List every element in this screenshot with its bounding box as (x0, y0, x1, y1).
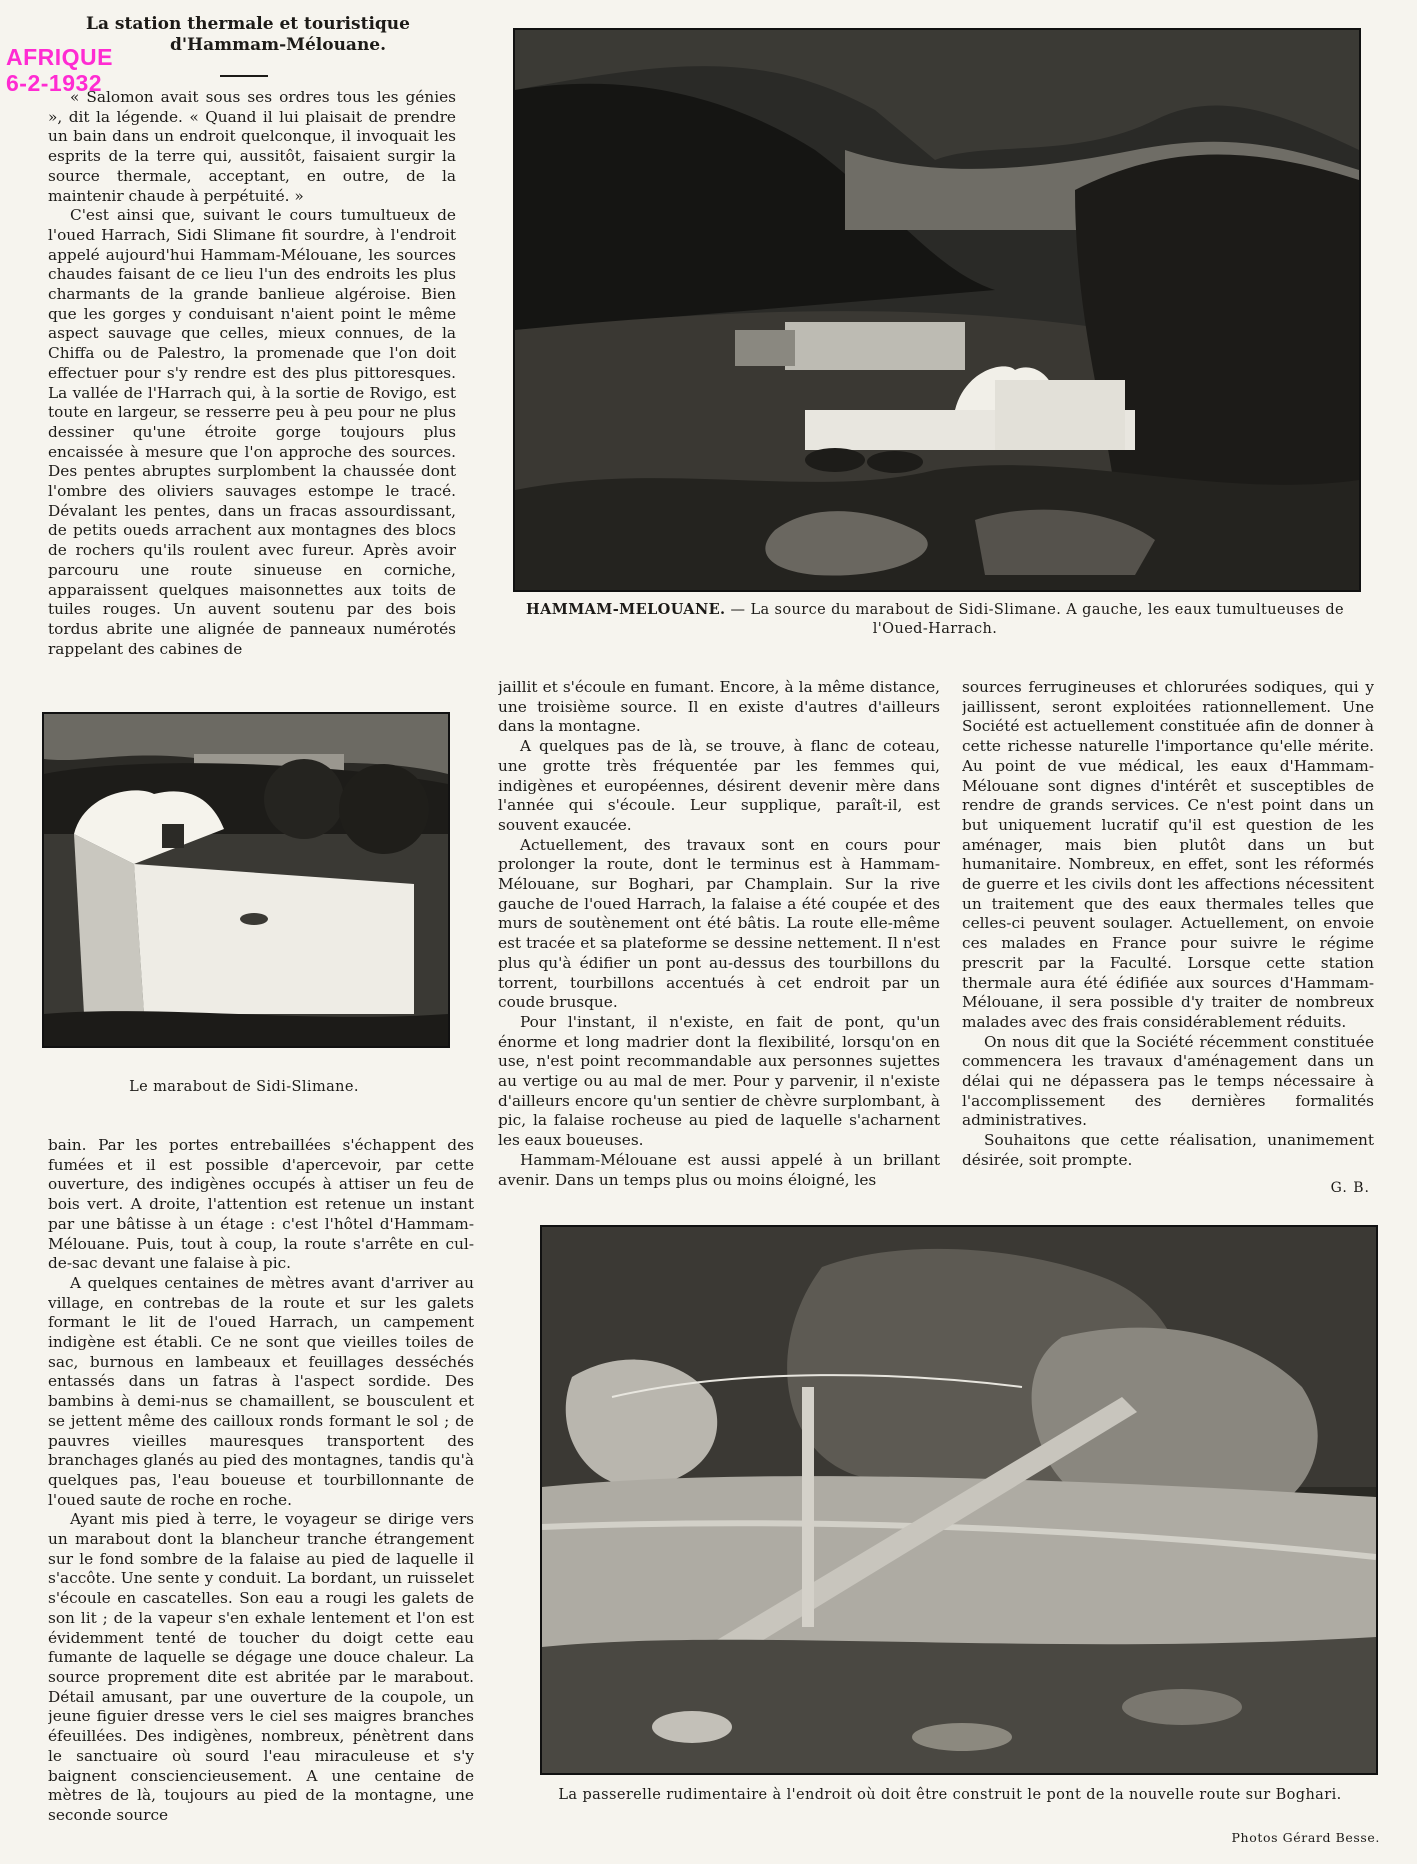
stamp-date: 6-2-1932 (6, 70, 103, 96)
headline-line-1: La station thermale et touristique (86, 14, 410, 34)
stamp-journal: AFRIQUE (6, 44, 113, 70)
paragraph-grotte: A quelques pas de là, se trouve, à flanc de coteau, une grotte très fréquentée par les femmes qui, indigènes et européennes, désirent devenir mère dans l'année qui s'écoule. Leur supplique, paraît-il, est souvent exaucée. (498, 737, 940, 834)
column-1-top (48, 88, 456, 680)
caption-bottom-text: La passerelle rudimentaire à l'endroit où doit être construit le pont de la nouvelle route sur Boghari. (558, 1787, 1342, 1803)
paragraph-campement: A quelques centaines de mètres avant d'arriver au village, en contrebas de la route et sur les galets formant le lit de l'oued Harrach, un campement indigène est établi. Ce ne sont que vieilles toiles de sac, burnous en lambeaux et feuillages desséchés entassés dans un fatras à l'aspect sordide. Des bambins à demi-nus se chamaillent, se bousculent et se jettent même des cailloux ronds formant le sol ; de pauvres vieilles mauresques transportent des branchages glanés au pied des montagnes, tandis qu'à quelques pas, l'eau boueuse et tourbillonnante de l'oued saute de roche en roche. (48, 1273, 474, 1509)
paragraph-pont: Pour l'instant, il n'existe, en fait de pont, qu'un énorme et long madrier dont la flexibilité, lorsqu'on en use, n'est point recommandable aux personnes sujettes au vertige ou au mal de mer. Pour y parvenir, il n'existe d'ailleurs encore qu'un sentier de chèvre surplombant, à pic, la falaise rocheuse au pied de laquelle s'acharnent les eaux boueuses. (498, 1012, 940, 1150)
caption-top-text: — La source du marabout de Sidi-Slimane. A gauche, les eaux tumultueuses de l'Oued-Harrach. (730, 602, 1344, 637)
headline-line-2: d'Hammam-Mélouane. (169, 35, 387, 55)
photo-marabout-closeup-image (44, 714, 448, 1046)
paragraph-sources: jaillit et s'écoule en fumant. Encore, à la même distance, une troisième source. Il en existe d'autres d'ailleurs dans la montagne. (498, 678, 940, 736)
caption-left-photo (42, 1078, 446, 1097)
article-headline (48, 14, 448, 56)
paragraph-societe: On nous dit que la Société récemment constituée commencera les travaux d'aménagement dans un délai qui ne dépassera pas le temps nécessaire à l'accomplissement des dernières formalités administratives. (962, 1032, 1374, 1130)
paragraph-bain: bain. Par les portes entrebaillées s'échappent des fumées et il est possible d'apercevoir, par cette ouverture, des indigènes occupés à attiser un feu de bois vert. A droite, l'attention est retenue un instant par une bâtisse à un étage : c'est l'hôtel d'Hammam-Mélouane. Puis, tout à coup, la route s'arrête en cul-de-sac devant une falaise à pic. (48, 1136, 474, 1273)
column-1-bottom (48, 1136, 474, 1854)
caption-top-lead: HAMMAM-MELOUANE. (526, 601, 726, 618)
paragraph-souhait: Souhaitons que cette réalisation, unanimement désirée, soit prompte. (962, 1131, 1374, 1169)
caption-top-photo (516, 600, 1354, 639)
photo-passerelle (540, 1225, 1378, 1775)
photo-source-marabout (513, 28, 1361, 592)
photo-marabout-closeup (42, 712, 450, 1048)
paragraph-harrach: C'est ainsi que, suivant le cours tumultueux de l'oued Harrach, Sidi Slimane fit sourdre, à l'endroit appelé aujourd'hui Hammam-Mélouane, les sources chaudes faisant de ce lieu l'un des endroits les plus charmants de la grande banlieue algéroise. Bien que les gorges y conduisant n'aient point le même aspect sauvage que celles, mieux connues, de la Chiffa ou de Palestro, la promenade que l'on doit effectuer pour s'y rendre est des plus pittoresques. La vallée de l'Harrach qui, à la sortie de Rovigo, est toute en largeur, se resserre peu à peu pour ne plus dessiner qu'une étroite gorge toujours plus encaissée à mesure que l'on approche des sources. Des pentes abruptes surplombent la chaussée dont l'ombre des oliviers sauvages estompe le tracé. Dévalant les pentes, dans un fracas assourdissant, de petits oueds arrachent aux montagnes des blocs de rochers qu'ils roulent avec fureur. Après avoir parcouru une route sinueuse en corniche, apparaissent quelques maisonnettes aux toits de tuiles rouges. Un auvent soutenu par des bois tordus abrite une alignée de panneaux numérotés rappelant des cabines de (48, 206, 456, 658)
caption-left-text: Le marabout de Sidi-Slimane. (129, 1079, 359, 1095)
photo-credit: Photos Gérard Besse. (1231, 1830, 1380, 1845)
photo-passerelle-image (542, 1227, 1376, 1773)
caption-bottom-photo (520, 1786, 1380, 1805)
paragraph-avenir: Hammam-Mélouane est aussi appelé à un brillant avenir. Dans un temps plus ou moins éloigné, les (498, 1150, 940, 1189)
article-signature: G. B. (1330, 1180, 1370, 1196)
paragraph-marabout: Ayant mis pied à terre, le voyageur se dirige vers un marabout dont la blancheur tranche étrangement sur le fond sombre de la falaise au pied de laquelle il s'accôte. Une sente y conduit. La bordant, un ruisselet s'écoule en cascatelles. Son eau a rougi les galets de son lit ; de la vapeur s'en exhale lentement et l'on est évidemment tenté de toucher du doigt cette eau fumante de laquelle se dégage une douce chaleur. La source proprement dite est abritée par le marabout. Détail amusant, par une ouverture de la coupole, un jeune figuier dresse vers le ciel ses maigres branches éfeuillées. Des indigènes, nombreux, pénètrent dans le sanctuaire où sourd l'eau miraculeuse et s'y baignent consciencieusement. A une centaine de mètres de là, toujours au pied de la montagne, une seconde source (48, 1510, 474, 1824)
paragraph-ferrugineuses: sources ferrugineuses et chlorurées sodiques, qui y jaillissent, seront exploitées rationnellement. Une Société est actuellement constituée afin de donner à cette richesse naturelle l'importance qu'elle mérite. Au point de vue médical, les eaux d'Hammam-Mélouane sont dignes d'intérêt et susceptibles de rendre de grands services. Ce n'est point dans un but uniquement lucratif qu'il est question de les aménager, mais bien plutôt dans un but humanitaire. Nombreux, en effet, sont les réformés de guerre et les civils dont les affections nécessitent un traitement que des eaux thermales telles que celles-ci peuvent soulager. Actuellement, on envoie ces malades en France pour suivre le régime prescrit par la Faculté. Lorsque cette station thermale aura été édifiée aux sources d'Hammam-Mélouane, il sera possible d'y traiter de nombreux malades avec des frais considérablement réduits. (962, 678, 1374, 1031)
paragraph-legend: « Salomon avait sous ses ordres tous les génies », dit la légende. « Quand il lui plaisait de prendre un bain dans un endroit quelconque, il invoquait les esprits de la terre qui, aussitôt, faisaient surgir la source thermale, acceptant, en outre, de la maintenir chaude à perpétuité. » (48, 88, 456, 205)
paragraph-travaux: Actuellement, des travaux sont en cours pour prolonger la route, dont le terminus est à Hammam-Mélouane, sur Boghari, par Champlain. Sur la rive gauche de l'oued Harrach, la falaise a été coupée et des murs de soutènement ont été bâtis. La route elle-même est tracée et sa plateforme se dessine nettement. Il n'est plus qu'à édifier un pont au-dessus des tourbillons du torrent, tourbillons accentués à cet endroit par un coude brusque. (498, 835, 940, 1012)
column-2 (498, 678, 940, 1198)
column-3 (962, 678, 1374, 1178)
photo-source-marabout-image (515, 30, 1359, 590)
headline-rule (220, 75, 268, 77)
